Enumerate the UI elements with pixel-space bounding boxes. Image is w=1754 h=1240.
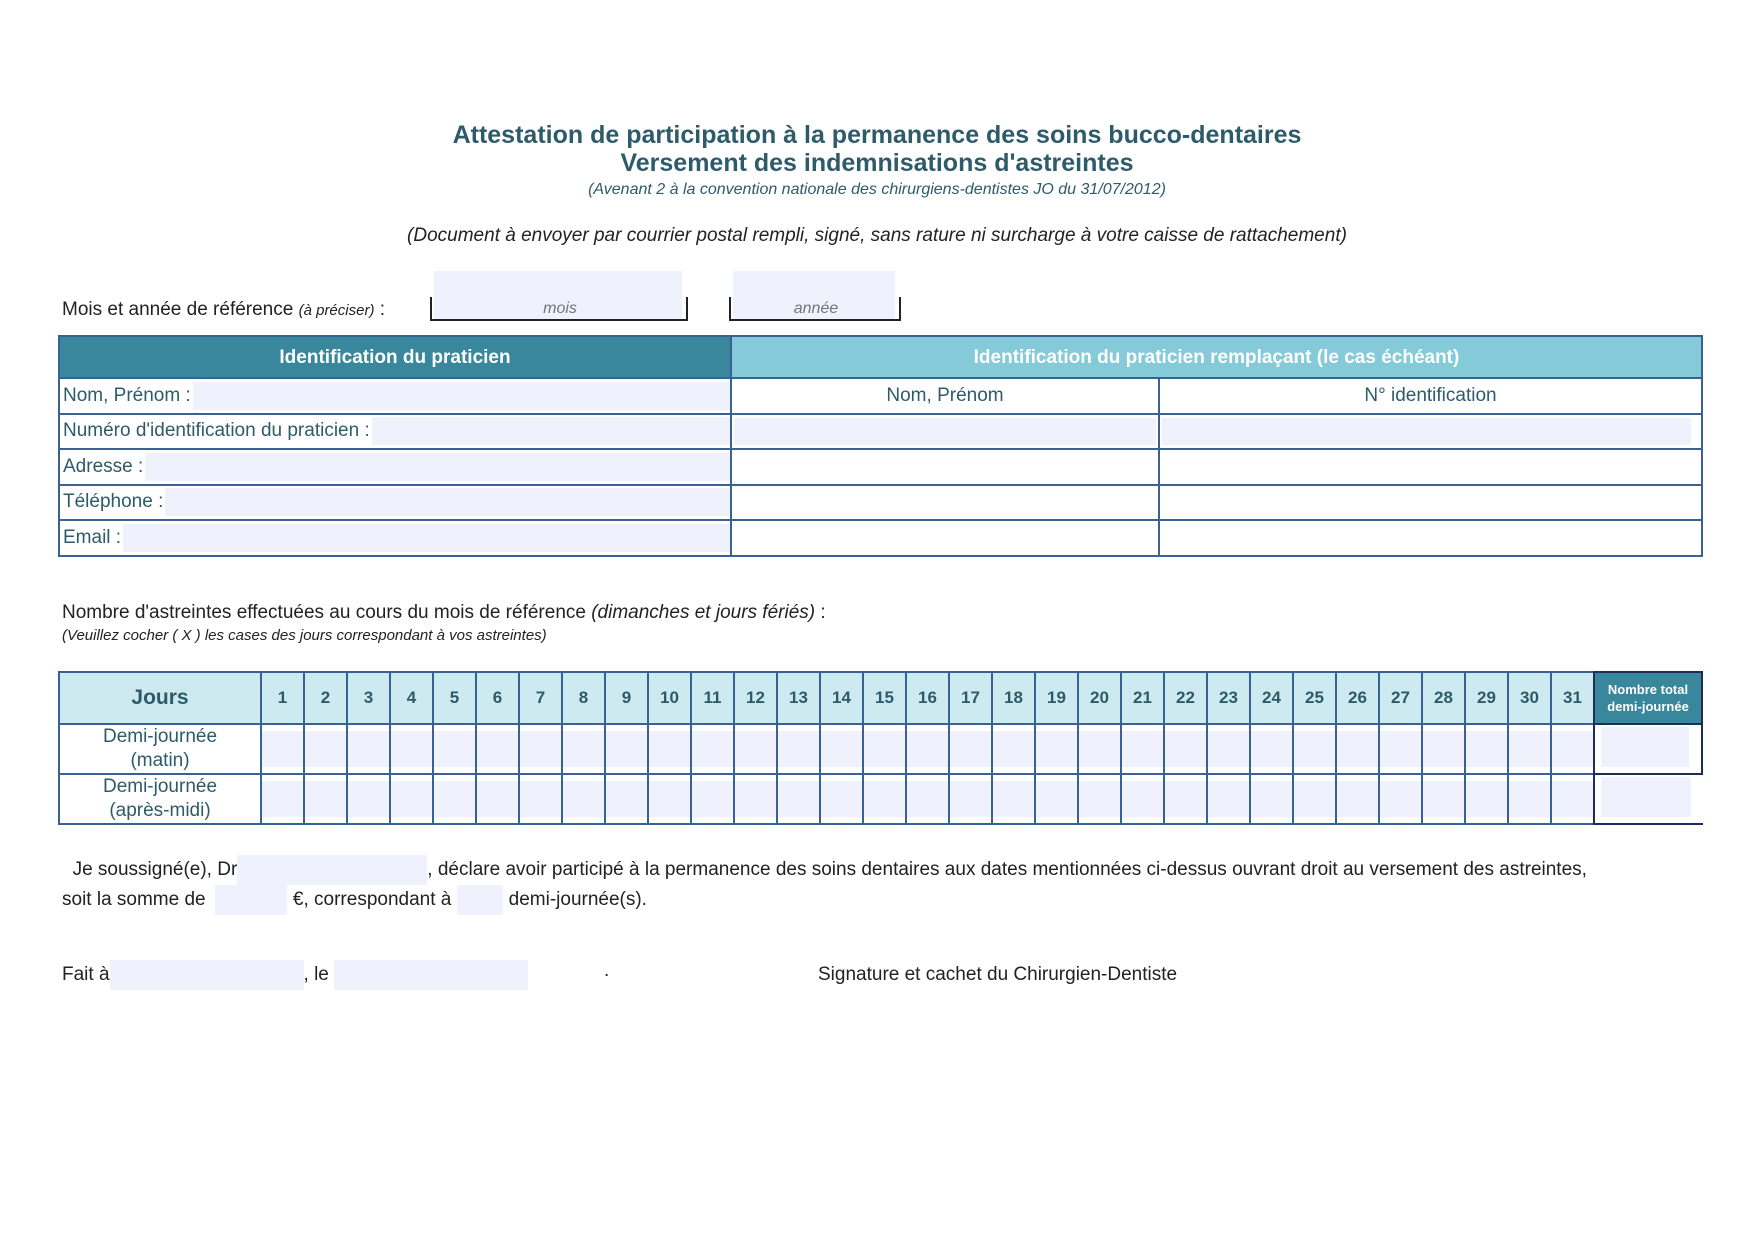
afternoon-label-line2: (après-midi) bbox=[109, 800, 211, 821]
date-input[interactable] bbox=[334, 960, 528, 990]
replacement-id-header: N° identification bbox=[1364, 384, 1497, 406]
checkbox-fill bbox=[1423, 731, 1464, 767]
checkbox-fill bbox=[520, 731, 561, 767]
checkbox-fill bbox=[821, 731, 862, 767]
total-header bbox=[1593, 671, 1703, 725]
afternoon-day-16-checkbox[interactable] bbox=[905, 775, 950, 825]
morning-day-8-checkbox[interactable] bbox=[561, 725, 606, 775]
date-period: . bbox=[604, 960, 610, 981]
legal-reference: (Avenant 2 à la convention nationale des chirurgiens-dentistes JO du 31/07/2012) bbox=[588, 181, 1166, 198]
afternoon-day-26-checkbox[interactable] bbox=[1335, 775, 1380, 825]
afternoon-day-13-checkbox[interactable] bbox=[776, 775, 821, 825]
day-header-28: 28 bbox=[1421, 671, 1466, 725]
checkbox-fill bbox=[1380, 781, 1421, 817]
checkbox-fill bbox=[1122, 731, 1163, 767]
checkbox-fill bbox=[907, 731, 948, 767]
practitioner-header: Identification du praticien bbox=[60, 337, 732, 379]
reference-label: Mois et année de référence bbox=[62, 299, 294, 320]
declaration-part3: soit la somme de bbox=[62, 889, 206, 911]
table-row bbox=[60, 484, 1701, 520]
checkbox-fill bbox=[606, 731, 647, 767]
afternoon-day-10-checkbox[interactable] bbox=[647, 775, 692, 825]
morning-day-19-checkbox[interactable] bbox=[1034, 725, 1079, 775]
afternoon-day-7-checkbox[interactable] bbox=[518, 775, 563, 825]
afternoon-day-8-checkbox[interactable] bbox=[561, 775, 606, 825]
morning-day-9-checkbox[interactable] bbox=[604, 725, 649, 775]
checkbox-fill bbox=[1466, 731, 1507, 767]
checkbox-fill bbox=[520, 781, 561, 817]
day-header-20: 20 bbox=[1077, 671, 1122, 725]
afternoon-day-9-checkbox[interactable] bbox=[604, 775, 649, 825]
afternoon-day-17-checkbox[interactable] bbox=[948, 775, 993, 825]
day-header-8: 8 bbox=[561, 671, 606, 725]
astreintes-instruction: (Veuillez cocher ( X ) les cases des jours correspondant à vos astreintes) bbox=[62, 627, 547, 644]
afternoon-row bbox=[58, 775, 1703, 825]
afternoon-day-19-checkbox[interactable] bbox=[1034, 775, 1079, 825]
morning-day-10-checkbox[interactable] bbox=[647, 725, 692, 775]
checkbox-fill bbox=[993, 781, 1034, 817]
checkbox-fill bbox=[1208, 781, 1249, 817]
day-header-1: 1 bbox=[260, 671, 305, 725]
checkbox-fill bbox=[1552, 731, 1593, 767]
morning-day-14-checkbox[interactable] bbox=[819, 725, 864, 775]
morning-label-line1: Demi-journée bbox=[102, 726, 218, 747]
afternoon-day-20-checkbox[interactable] bbox=[1077, 775, 1122, 825]
checkbox-fill bbox=[391, 731, 432, 767]
checkbox-fill bbox=[1208, 731, 1249, 767]
morning-day-15-checkbox[interactable] bbox=[862, 725, 907, 775]
checkbox-fill bbox=[434, 731, 475, 767]
day-header-12: 12 bbox=[733, 671, 778, 725]
day-header-25: 25 bbox=[1292, 671, 1337, 725]
reference-colon: : bbox=[379, 299, 386, 320]
checkbox-fill bbox=[1380, 731, 1421, 767]
morning-day-16-checkbox[interactable] bbox=[905, 725, 950, 775]
document-subtitle: Versement des indemnisations d'astreintes bbox=[620, 149, 1134, 177]
checkbox-fill bbox=[1036, 731, 1077, 767]
replacement-name-cell bbox=[732, 415, 1160, 449]
checkbox-fill bbox=[907, 781, 948, 817]
afternoon-day-23-checkbox[interactable] bbox=[1206, 775, 1251, 825]
days-table bbox=[58, 671, 1703, 825]
day-header-23: 23 bbox=[1206, 671, 1251, 725]
table-row bbox=[60, 413, 1701, 449]
checkbox-fill bbox=[778, 781, 819, 817]
astreintes-intro-italic: (dimanches et jours fériés) bbox=[591, 602, 816, 623]
fait-a-label: Fait à bbox=[62, 964, 110, 986]
day-header-17: 17 bbox=[948, 671, 993, 725]
afternoon-day-22-checkbox[interactable] bbox=[1163, 775, 1208, 825]
day-header-2: 2 bbox=[303, 671, 348, 725]
practitioner-name-label: Nom, Prénom : bbox=[63, 384, 191, 406]
morning-day-6-checkbox[interactable] bbox=[475, 725, 520, 775]
afternoon-row-label bbox=[58, 775, 262, 825]
day-header-21: 21 bbox=[1120, 671, 1165, 725]
checkbox-fill bbox=[348, 731, 389, 767]
day-header-7: 7 bbox=[518, 671, 563, 725]
replacement-name-header: Nom, Prénom bbox=[732, 379, 1160, 413]
afternoon-day-11-checkbox[interactable] bbox=[690, 775, 735, 825]
signature-label: Signature et cachet du Chirurgien-Dentiste bbox=[818, 964, 1178, 985]
astreintes-intro-text: Nombre d'astreintes effectuées au cours du mois de référence bbox=[62, 602, 586, 623]
practitioner-phone-input[interactable] bbox=[165, 488, 730, 516]
days-header-label: Jours bbox=[58, 671, 262, 725]
checkbox-fill bbox=[1251, 781, 1292, 817]
practitioner-name-input[interactable] bbox=[193, 382, 730, 410]
practitioner-email-label: Email : bbox=[63, 526, 122, 548]
day-header-10: 10 bbox=[647, 671, 692, 725]
checkbox-fill bbox=[1509, 781, 1550, 817]
replacement-empty-cell bbox=[732, 521, 1160, 555]
day-header-5: 5 bbox=[432, 671, 477, 725]
morning-day-28-checkbox[interactable] bbox=[1421, 725, 1466, 775]
replacement-empty-cell bbox=[1160, 521, 1701, 555]
date-label: , le bbox=[303, 964, 329, 986]
total-fill bbox=[1601, 727, 1689, 767]
declaration-line1 bbox=[62, 855, 1587, 885]
day-header-18: 18 bbox=[991, 671, 1036, 725]
afternoon-day-14-checkbox[interactable] bbox=[819, 775, 864, 825]
afternoon-day-6-checkbox[interactable] bbox=[475, 775, 520, 825]
replacement-empty-cell bbox=[1160, 450, 1701, 484]
doctor-name-input[interactable] bbox=[237, 855, 427, 885]
morning-label-line2: (matin) bbox=[130, 750, 190, 771]
checkbox-fill bbox=[1251, 731, 1292, 767]
reference-period-label bbox=[62, 299, 385, 321]
day-header-6: 6 bbox=[475, 671, 520, 725]
checkbox-fill bbox=[1165, 731, 1206, 767]
checkbox-fill bbox=[1423, 781, 1464, 817]
checkbox-fill bbox=[864, 731, 905, 767]
checkbox-fill bbox=[649, 781, 690, 817]
practitioner-address-label: Adresse : bbox=[63, 455, 144, 477]
morning-day-1-checkbox[interactable] bbox=[260, 725, 305, 775]
declaration-part5: demi-journée(s). bbox=[508, 889, 647, 911]
afternoon-day-15-checkbox[interactable] bbox=[862, 775, 907, 825]
afternoon-day-5-checkbox[interactable] bbox=[432, 775, 477, 825]
practitioner-address-cell bbox=[60, 450, 732, 484]
day-header-9: 9 bbox=[604, 671, 649, 725]
morning-day-12-checkbox[interactable] bbox=[733, 725, 778, 775]
afternoon-day-24-checkbox[interactable] bbox=[1249, 775, 1294, 825]
morning-day-30-checkbox[interactable] bbox=[1507, 725, 1552, 775]
morning-day-2-checkbox[interactable] bbox=[303, 725, 348, 775]
morning-day-18-checkbox[interactable] bbox=[991, 725, 1036, 775]
morning-day-31-checkbox[interactable] bbox=[1550, 725, 1595, 775]
astreintes-intro bbox=[62, 602, 826, 624]
morning-day-27-checkbox[interactable] bbox=[1378, 725, 1423, 775]
day-header-22: 22 bbox=[1163, 671, 1208, 725]
checkbox-fill bbox=[692, 781, 733, 817]
practitioner-name-cell bbox=[60, 379, 732, 413]
identification-table bbox=[58, 335, 1703, 557]
day-header-11: 11 bbox=[690, 671, 735, 725]
morning-day-17-checkbox[interactable] bbox=[948, 725, 993, 775]
practitioner-id-input[interactable] bbox=[372, 417, 730, 445]
checkbox-fill bbox=[606, 781, 647, 817]
day-header-26: 26 bbox=[1335, 671, 1380, 725]
replacement-empty-cell bbox=[1160, 486, 1701, 520]
afternoon-total-input[interactable] bbox=[1593, 775, 1703, 825]
reference-hint: (à préciser) bbox=[298, 302, 375, 319]
checkbox-fill bbox=[563, 731, 604, 767]
morning-day-20-checkbox[interactable] bbox=[1077, 725, 1122, 775]
checkbox-fill bbox=[1337, 731, 1378, 767]
checkbox-fill bbox=[649, 731, 690, 767]
replacement-header: Identification du praticien remplaçant (le cas échéant) bbox=[732, 337, 1701, 379]
afternoon-day-3-checkbox[interactable] bbox=[346, 775, 391, 825]
checkbox-fill bbox=[950, 731, 991, 767]
practitioner-id-cell bbox=[60, 415, 732, 449]
checkbox-fill bbox=[1509, 731, 1550, 767]
morning-day-3-checkbox[interactable] bbox=[346, 725, 391, 775]
checkbox-fill bbox=[1294, 781, 1335, 817]
practitioner-address-input[interactable] bbox=[145, 453, 730, 481]
checkbox-fill bbox=[1165, 781, 1206, 817]
checkbox-fill bbox=[821, 781, 862, 817]
place-input[interactable] bbox=[110, 960, 304, 990]
checkbox-fill bbox=[1552, 781, 1593, 817]
checkbox-fill bbox=[434, 781, 475, 817]
declaration-part2: , déclare avoir participé à la permanence des soins dentaires aux dates mentionnées ci-dessus ouvrant droit au versement des astreintes, bbox=[427, 859, 1587, 881]
replacement-id-cell bbox=[1160, 415, 1701, 449]
practitioner-email-input[interactable] bbox=[123, 524, 730, 552]
amount-input[interactable] bbox=[215, 885, 287, 915]
practitioner-id-label: Numéro d'identification du praticien : bbox=[63, 420, 370, 442]
afternoon-day-27-checkbox[interactable] bbox=[1378, 775, 1423, 825]
total-header-line1: Nombre total bbox=[1607, 682, 1689, 697]
declaration-part1: Je soussigné(e), Dr bbox=[72, 859, 238, 881]
afternoon-day-12-checkbox[interactable] bbox=[733, 775, 778, 825]
checkbox-fill bbox=[305, 781, 346, 817]
declaration-part4: €, correspondant à bbox=[292, 889, 452, 911]
checkbox-fill bbox=[1294, 731, 1335, 767]
morning-day-24-checkbox[interactable] bbox=[1249, 725, 1294, 775]
morning-row-label bbox=[58, 725, 262, 775]
checkbox-fill bbox=[1337, 781, 1378, 817]
table-row bbox=[60, 519, 1701, 555]
day-header-13: 13 bbox=[776, 671, 821, 725]
afternoon-day-4-checkbox[interactable] bbox=[389, 775, 434, 825]
day-header-30: 30 bbox=[1507, 671, 1552, 725]
afternoon-label-line1: Demi-journée bbox=[102, 776, 218, 797]
day-header-4: 4 bbox=[389, 671, 434, 725]
afternoon-day-28-checkbox[interactable] bbox=[1421, 775, 1466, 825]
practitioner-email-cell bbox=[60, 521, 732, 555]
checkbox-fill bbox=[1079, 781, 1120, 817]
day-header-24: 24 bbox=[1249, 671, 1294, 725]
afternoon-day-2-checkbox[interactable] bbox=[303, 775, 348, 825]
checkbox-fill bbox=[1079, 731, 1120, 767]
morning-day-7-checkbox[interactable] bbox=[518, 725, 563, 775]
day-header-31: 31 bbox=[1550, 671, 1595, 725]
morning-day-23-checkbox[interactable] bbox=[1206, 725, 1251, 775]
checkbox-fill bbox=[735, 731, 776, 767]
replacement-name-input[interactable] bbox=[734, 418, 1156, 446]
month-input[interactable] bbox=[434, 298, 686, 320]
day-header-16: 16 bbox=[905, 671, 950, 725]
table-row bbox=[60, 377, 1701, 413]
half-days-count-input[interactable] bbox=[457, 885, 503, 915]
checkbox-fill bbox=[477, 731, 518, 767]
afternoon-day-18-checkbox[interactable] bbox=[991, 775, 1036, 825]
replacement-empty-cell bbox=[732, 486, 1160, 520]
morning-day-5-checkbox[interactable] bbox=[432, 725, 477, 775]
checkbox-fill bbox=[735, 781, 776, 817]
morning-total-input[interactable] bbox=[1593, 725, 1703, 775]
afternoon-day-21-checkbox[interactable] bbox=[1120, 775, 1165, 825]
astreintes-intro-colon: : bbox=[820, 602, 826, 623]
morning-day-21-checkbox[interactable] bbox=[1120, 725, 1165, 775]
checkbox-fill bbox=[993, 731, 1034, 767]
day-header-19: 19 bbox=[1034, 671, 1079, 725]
morning-day-26-checkbox[interactable] bbox=[1335, 725, 1380, 775]
checkbox-fill bbox=[692, 731, 733, 767]
checkbox-fill bbox=[563, 781, 604, 817]
practitioner-phone-cell bbox=[60, 486, 732, 520]
checkbox-fill bbox=[305, 731, 346, 767]
afternoon-day-31-checkbox[interactable] bbox=[1550, 775, 1595, 825]
morning-day-29-checkbox[interactable] bbox=[1464, 725, 1509, 775]
day-header-27: 27 bbox=[1378, 671, 1423, 725]
replacement-empty-cell bbox=[732, 450, 1160, 484]
morning-day-13-checkbox[interactable] bbox=[776, 725, 821, 775]
morning-day-25-checkbox[interactable] bbox=[1292, 725, 1337, 775]
checkbox-fill bbox=[262, 731, 303, 767]
morning-day-22-checkbox[interactable] bbox=[1163, 725, 1208, 775]
day-header-15: 15 bbox=[862, 671, 907, 725]
checkbox-fill bbox=[262, 781, 303, 817]
checkbox-fill bbox=[1466, 781, 1507, 817]
morning-day-11-checkbox[interactable] bbox=[690, 725, 735, 775]
checkbox-fill bbox=[391, 781, 432, 817]
checkbox-fill bbox=[778, 731, 819, 767]
checkbox-fill bbox=[1122, 781, 1163, 817]
day-header-3: 3 bbox=[346, 671, 391, 725]
afternoon-day-29-checkbox[interactable] bbox=[1464, 775, 1509, 825]
days-header-row bbox=[58, 671, 1703, 725]
practitioner-phone-label: Téléphone : bbox=[63, 491, 164, 513]
total-header-line2: demi-journée bbox=[1607, 699, 1689, 714]
checkbox-fill bbox=[1036, 781, 1077, 817]
day-header-29: 29 bbox=[1464, 671, 1509, 725]
checkbox-fill bbox=[950, 781, 991, 817]
place-date-line bbox=[62, 960, 528, 990]
checkbox-fill bbox=[477, 781, 518, 817]
checkbox-fill bbox=[348, 781, 389, 817]
total-fill bbox=[1601, 777, 1691, 817]
afternoon-day-25-checkbox[interactable] bbox=[1292, 775, 1337, 825]
year-input[interactable] bbox=[733, 298, 899, 320]
day-header-14: 14 bbox=[819, 671, 864, 725]
sending-instruction: (Document à envoyer par courrier postal rempli, signé, sans rature ni surcharge à votre caisse de rattachement) bbox=[407, 225, 1347, 246]
table-row bbox=[60, 448, 1701, 484]
morning-day-4-checkbox[interactable] bbox=[389, 725, 434, 775]
declaration-line2 bbox=[62, 885, 647, 915]
checkbox-fill bbox=[864, 781, 905, 817]
document-title: Attestation de participation à la permanence des soins bucco-dentaires bbox=[452, 121, 1302, 149]
replacement-id-input[interactable] bbox=[1162, 418, 1691, 446]
morning-row bbox=[58, 725, 1703, 775]
afternoon-day-30-checkbox[interactable] bbox=[1507, 775, 1552, 825]
afternoon-day-1-checkbox[interactable] bbox=[260, 775, 305, 825]
